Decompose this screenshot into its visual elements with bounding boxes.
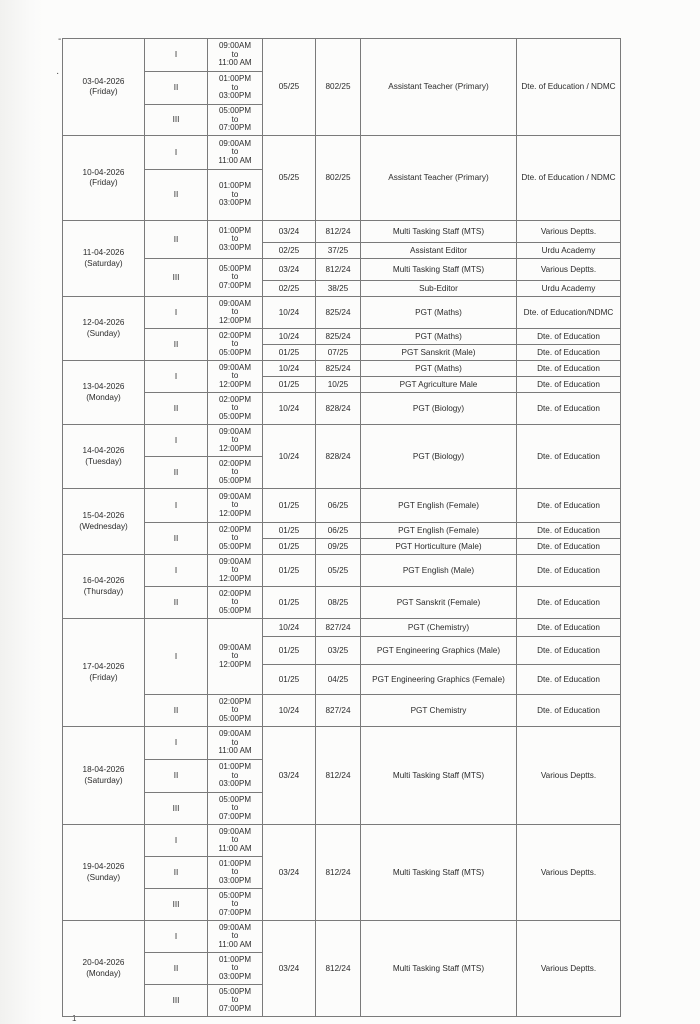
code-cell: 827/24 xyxy=(316,619,361,637)
table-row xyxy=(63,727,621,760)
date-cell: 18-04-2026 (Saturday) xyxy=(63,727,145,825)
code-cell: 812/24 xyxy=(316,727,361,825)
time-cell: 05:00PM to 07:00PM xyxy=(208,985,263,1017)
post-cell: Multi Tasking Staff (MTS) xyxy=(361,221,517,243)
table-row xyxy=(63,297,621,329)
shift-cell: II xyxy=(145,72,208,105)
dept-cell: Dte. of Education xyxy=(517,329,621,345)
dept-cell: Dte. of Education xyxy=(517,361,621,377)
advt-cell: 02/25 xyxy=(263,243,316,259)
advt-cell: 05/25 xyxy=(263,39,316,136)
shift-cell: I xyxy=(145,361,208,393)
dept-cell: Dte. of Education xyxy=(517,695,621,727)
post-cell: PGT English (Male) xyxy=(361,555,517,587)
post-cell: PGT Engineering Graphics (Male) xyxy=(361,637,517,665)
advt-cell: 03/24 xyxy=(263,921,316,1017)
shift-cell: II xyxy=(145,523,208,555)
post-cell: Multi Tasking Staff (MTS) xyxy=(361,727,517,825)
date-cell: 11-04-2026 (Saturday) xyxy=(63,221,145,297)
code-cell: 828/24 xyxy=(316,393,361,425)
date-cell: 13-04-2026 (Monday) xyxy=(63,361,145,425)
shift-cell: II xyxy=(145,393,208,425)
shift-cell: I xyxy=(145,136,208,170)
time-cell: 02:00PM to 05:00PM xyxy=(208,457,263,489)
advt-cell: 05/25 xyxy=(263,136,316,221)
advt-cell: 03/24 xyxy=(263,259,316,281)
shift-cell: I xyxy=(145,425,208,457)
advt-cell: 03/24 xyxy=(263,825,316,921)
table-row xyxy=(63,329,621,345)
shift-cell: II xyxy=(145,170,208,221)
table-row xyxy=(63,921,621,953)
code-cell: 827/24 xyxy=(316,695,361,727)
exam-schedule-table xyxy=(62,38,621,1017)
code-cell: 812/24 xyxy=(316,259,361,281)
shift-cell: II xyxy=(145,857,208,889)
dept-cell: Dte. of Education / NDMC xyxy=(517,136,621,221)
dept-cell: Dte. of Education xyxy=(517,587,621,619)
dept-cell: Dte. of Education/NDMC xyxy=(517,297,621,329)
post-cell: Assistant Teacher (Primary) xyxy=(361,39,517,136)
time-cell: 09:00AM to 11:00 AM xyxy=(208,921,263,953)
time-cell: 09:00AM to 12:00PM xyxy=(208,489,263,523)
dept-cell: Dte. of Education xyxy=(517,637,621,665)
code-cell: 09/25 xyxy=(316,539,361,555)
table-row xyxy=(63,489,621,523)
dept-cell: Various Deptts. xyxy=(517,221,621,243)
shift-cell: I xyxy=(145,727,208,760)
post-cell: PGT Agriculture Male xyxy=(361,377,517,393)
dept-cell: Various Deptts. xyxy=(517,259,621,281)
advt-cell: 01/25 xyxy=(263,587,316,619)
shift-cell: II xyxy=(145,329,208,361)
code-cell: 828/24 xyxy=(316,425,361,489)
post-cell: Multi Tasking Staff (MTS) xyxy=(361,921,517,1017)
time-cell: 02:00PM to 05:00PM xyxy=(208,587,263,619)
time-cell: 02:00PM to 05:00PM xyxy=(208,329,263,361)
table-row xyxy=(63,587,621,619)
date-cell: 17-04-2026 (Friday) xyxy=(63,619,145,727)
code-cell: 825/24 xyxy=(316,361,361,377)
dept-cell: Dte. of Education xyxy=(517,425,621,489)
time-cell: 02:00PM to 05:00PM xyxy=(208,393,263,425)
advt-cell: 10/24 xyxy=(263,619,316,637)
shift-cell: I xyxy=(145,921,208,953)
table-row xyxy=(63,136,621,170)
shift-cell: II xyxy=(145,953,208,985)
shift-cell: I xyxy=(145,825,208,857)
code-cell: 802/25 xyxy=(316,39,361,136)
table-row xyxy=(63,361,621,377)
time-cell: 01:00PM to 03:00PM xyxy=(208,953,263,985)
time-cell: 09:00AM to 11:00 AM xyxy=(208,39,263,72)
shift-cell: I xyxy=(145,555,208,587)
code-cell: 06/25 xyxy=(316,489,361,523)
advt-cell: 10/24 xyxy=(263,297,316,329)
post-cell: Multi Tasking Staff (MTS) xyxy=(361,825,517,921)
post-cell: PGT Sanskrit (Male) xyxy=(361,345,517,361)
advt-cell: 10/24 xyxy=(263,329,316,345)
time-cell: 09:00AM to 12:00PM xyxy=(208,619,263,695)
dept-cell: Dte. of Education xyxy=(517,539,621,555)
advt-cell: 03/24 xyxy=(263,727,316,825)
date-cell: 16-04-2026 (Thursday) xyxy=(63,555,145,619)
dept-cell: Dte. of Education / NDMC xyxy=(517,39,621,136)
advt-cell: 10/24 xyxy=(263,393,316,425)
table-row xyxy=(63,523,621,539)
advt-cell: 10/24 xyxy=(263,425,316,489)
shift-cell: II xyxy=(145,587,208,619)
dept-cell: Various Deptts. xyxy=(517,825,621,921)
code-cell: 08/25 xyxy=(316,587,361,619)
shift-cell: III xyxy=(145,793,208,825)
time-cell: 09:00AM to 11:00 AM xyxy=(208,825,263,857)
dept-cell: Dte. of Education xyxy=(517,665,621,695)
time-cell: 05:00PM to 07:00PM xyxy=(208,105,263,136)
dept-cell: Dte. of Education xyxy=(517,619,621,637)
advt-cell: 01/25 xyxy=(263,539,316,555)
advt-cell: 10/24 xyxy=(263,695,316,727)
advt-cell: 01/25 xyxy=(263,345,316,361)
time-cell: 02:00PM to 05:00PM xyxy=(208,523,263,555)
dept-cell: Various Deptts. xyxy=(517,921,621,1017)
date-cell: 19-04-2026 (Sunday) xyxy=(63,825,145,921)
shift-cell: II xyxy=(145,760,208,793)
scan-margin xyxy=(0,0,44,1024)
time-cell: 09:00AM to 12:00PM xyxy=(208,425,263,457)
table-row xyxy=(63,221,621,243)
post-cell: PGT English (Female) xyxy=(361,489,517,523)
post-cell: PGT (Chemistry) xyxy=(361,619,517,637)
date-cell: 20-04-2026 (Monday) xyxy=(63,921,145,1017)
advt-cell: 03/24 xyxy=(263,221,316,243)
table-row xyxy=(63,425,621,457)
shift-cell: III xyxy=(145,985,208,1017)
time-cell: 09:00AM to 12:00PM xyxy=(208,555,263,587)
shift-cell: II xyxy=(145,695,208,727)
code-cell: 37/25 xyxy=(316,243,361,259)
shift-cell: I xyxy=(145,619,208,695)
time-cell: 05:00PM to 07:00PM xyxy=(208,793,263,825)
time-cell: 09:00AM to 11:00 AM xyxy=(208,136,263,170)
code-cell: 03/25 xyxy=(316,637,361,665)
dept-cell: Dte. of Education xyxy=(517,523,621,539)
table-row xyxy=(63,825,621,857)
post-cell: PGT Sanskrit (Female) xyxy=(361,587,517,619)
date-cell: 03-04-2026 (Friday) xyxy=(63,39,145,136)
code-cell: 10/25 xyxy=(316,377,361,393)
post-cell: PGT Engineering Graphics (Female) xyxy=(361,665,517,695)
post-cell: PGT English (Female) xyxy=(361,523,517,539)
table-row xyxy=(63,555,621,587)
post-cell: PGT Horticulture (Male) xyxy=(361,539,517,555)
shift-cell: III xyxy=(145,889,208,921)
post-cell: Assistant Teacher (Primary) xyxy=(361,136,517,221)
code-cell: 812/24 xyxy=(316,825,361,921)
post-cell: PGT (Maths) xyxy=(361,361,517,377)
post-cell: PGT (Biology) xyxy=(361,425,517,489)
advt-cell: 01/25 xyxy=(263,637,316,665)
dept-cell: Dte. of Education xyxy=(517,489,621,523)
time-cell: 01:00PM to 03:00PM xyxy=(208,170,263,221)
margin-mark: · xyxy=(56,68,60,79)
dept-cell: Dte. of Education xyxy=(517,393,621,425)
shift-cell: I xyxy=(145,297,208,329)
advt-cell: 01/25 xyxy=(263,489,316,523)
post-cell: PGT Chemistry xyxy=(361,695,517,727)
shift-cell: I xyxy=(145,39,208,72)
dept-cell: Urdu Academy xyxy=(517,243,621,259)
post-cell: PGT (Maths) xyxy=(361,297,517,329)
code-cell: 07/25 xyxy=(316,345,361,361)
time-cell: 01:00PM to 03:00PM xyxy=(208,72,263,105)
advt-cell: 02/25 xyxy=(263,281,316,297)
table-row xyxy=(63,259,621,281)
code-cell: 825/24 xyxy=(316,297,361,329)
dept-cell: Various Deptts. xyxy=(517,727,621,825)
code-cell: 802/25 xyxy=(316,136,361,221)
time-cell: 01:00PM to 03:00PM xyxy=(208,221,263,259)
time-cell: 09:00AM to 12:00PM xyxy=(208,297,263,329)
date-cell: 12-04-2026 (Sunday) xyxy=(63,297,145,361)
time-cell: 01:00PM to 03:00PM xyxy=(208,760,263,793)
time-cell: 01:00PM to 03:00PM xyxy=(208,857,263,889)
date-cell: 10-04-2026 (Friday) xyxy=(63,136,145,221)
date-cell: 14-04-2026 (Tuesday) xyxy=(63,425,145,489)
time-cell: 09:00AM to 11:00 AM xyxy=(208,727,263,760)
post-cell: Multi Tasking Staff (MTS) xyxy=(361,259,517,281)
dept-cell: Dte. of Education xyxy=(517,377,621,393)
code-cell: 04/25 xyxy=(316,665,361,695)
code-cell: 06/25 xyxy=(316,523,361,539)
shift-cell: II xyxy=(145,457,208,489)
time-cell: 02:00PM to 05:00PM xyxy=(208,695,263,727)
shift-cell: III xyxy=(145,105,208,136)
margin-mark: - xyxy=(58,34,62,45)
time-cell: 05:00PM to 07:00PM xyxy=(208,889,263,921)
code-cell: 38/25 xyxy=(316,281,361,297)
dept-cell: Dte. of Education xyxy=(517,555,621,587)
table-row xyxy=(63,619,621,637)
advt-cell: 01/25 xyxy=(263,665,316,695)
advt-cell: 10/24 xyxy=(263,361,316,377)
code-cell: 812/24 xyxy=(316,221,361,243)
post-cell: PGT (Maths) xyxy=(361,329,517,345)
table-row xyxy=(63,393,621,425)
table-row xyxy=(63,695,621,727)
time-cell: 09:00AM to 12:00PM xyxy=(208,361,263,393)
shift-cell: I xyxy=(145,489,208,523)
advt-cell: 01/25 xyxy=(263,555,316,587)
post-cell: Assistant Editor xyxy=(361,243,517,259)
time-cell: 05:00PM to 07:00PM xyxy=(208,259,263,297)
bottom-mark: 1 xyxy=(72,1014,77,1023)
post-cell: PGT (Biology) xyxy=(361,393,517,425)
shift-cell: II xyxy=(145,221,208,259)
table-row xyxy=(63,39,621,72)
shift-cell: III xyxy=(145,259,208,297)
advt-cell: 01/25 xyxy=(263,377,316,393)
code-cell: 05/25 xyxy=(316,555,361,587)
post-cell: Sub-Editor xyxy=(361,281,517,297)
date-cell: 15-04-2026 (Wednesday) xyxy=(63,489,145,555)
code-cell: 825/24 xyxy=(316,329,361,345)
dept-cell: Urdu Academy xyxy=(517,281,621,297)
advt-cell: 01/25 xyxy=(263,523,316,539)
dept-cell: Dte. of Education xyxy=(517,345,621,361)
code-cell: 812/24 xyxy=(316,921,361,1017)
